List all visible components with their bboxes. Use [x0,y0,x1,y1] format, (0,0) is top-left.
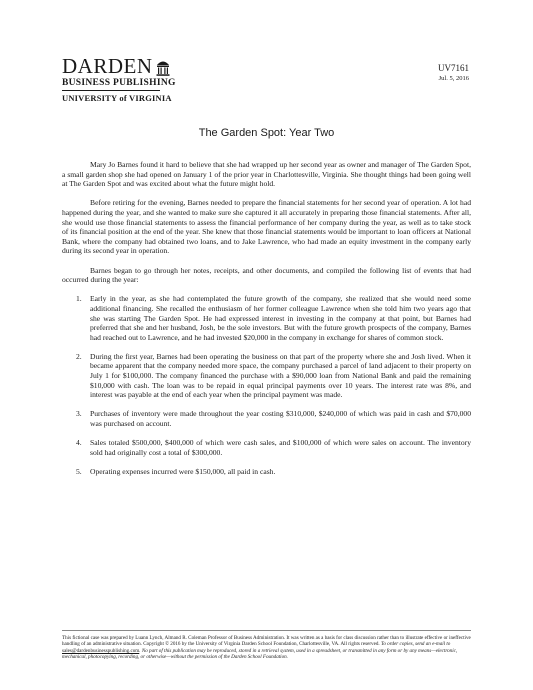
footer-rights-text: . No part of this publication may be reproduced, stored in a retrieval system, used in a spreadsheet, or transmitted in any form or by any means—electronic, mechanical, photocopying, recording, or otherwise—without the permission of the Darden School Foundation. [62,647,458,661]
list-item [62,294,471,342]
logo-darden-text: DARDEN [62,54,153,78]
list-item [62,409,471,428]
list-item-number: 4. [76,438,82,448]
list-item-number: 2. [76,351,82,361]
sales-email-link[interactable]: sales@dardenbusinesspublishing.com [62,647,140,654]
case-code [438,63,469,83]
list-item-number: 1. [76,294,82,304]
logo-business-publishing: BUSINESS PUBLISHING [62,78,176,88]
paragraph-intro: Mary Jo Barnes found it hard to believe that she had wrapped up her second year as owner and manager of The Garden Spot, a small garden shop she had opened on January 1 of the prior year in Charlottesville, Virginia. She thought things had been going well at The Garden Spot and was excited about what the future might hold. [62,160,471,189]
footer-order-text: To order copies, send an e-mail to [380,641,451,648]
list-item-number: 3. [76,409,82,419]
paragraph-events-intro: Barnes began to go through her notes, receipts, and other documents, and compiled the following list of events that had occurred during the year: [62,265,471,285]
footer-text [62,631,471,661]
logo-university: UNIVERSITY of VIRGINIA [62,93,172,103]
footer [62,630,471,661]
list-item-text: During the first year, Barnes had been operating the business on that part of the property where she and Josh lived. When it became apparent that the company needed more space, the company purchased a parcel of land adjacent to their property on July 1 for $100,000. The company financed the purchase with a $90,000 loan from National Bank and paid the remaining $10,000 with cash. The loan was to be repaid in equal principal payments over 10 years. The interest rate was 8%, and interest was payable at the end of each year when the principal payment was made. [90,351,471,400]
case-id: UV7161 [438,63,469,73]
page-title: The Garden Spot: Year Two [198,127,335,139]
rotunda-icon [156,58,170,76]
list-item-text: Purchases of inventory were made throughout the year costing $310,000, $240,000 of which was paid in cash and $70,000 was purchased on account. [90,409,471,429]
list-item-text: Sales totaled $500,000, $400,000 of which were cash sales, and $100,000 of which were sales on account. The inventory sold had originally cost a total of $300,000. [90,438,471,457]
paragraph-financial-statements: Before retiring for the evening, Barnes needed to prepare the financial statements for her second year of operation. A lot had happened during the year, and she wanted to make sure she captured it all accurately in preparing those financial statements. After all, she would use those financial statements to assess the financial performance of her company during the year, as well as to take stock of its financial position at the end of the year. She knew that those financial statements would be important to loan officers at National Bank, where the company had obtained two loans, and to Jake Lawrence, who had made an equity investment in the company early during its second year in operation. [62,198,471,256]
logo-divider [62,90,160,91]
darden-logo [62,56,182,103]
case-body [62,160,471,486]
case-date: Jul. 5, 2016 [438,75,469,82]
events-list [62,294,471,476]
list-item [62,352,471,400]
list-item [62,438,471,457]
list-item-text: Operating expenses incurred were $150,000, all paid in cash. [90,467,276,476]
list-item [62,467,471,477]
list-item-number: 5. [76,467,82,476]
list-item-text: Early in the year, as she had contemplated the future growth of the company, she realized that she would need some additional financing. She recalled the enthusiasm of her former colleague Lawrence when she told him two years ago that she was starting The Garden Spot. He had expressed interest in investing in the company at that point, but Barnes had preferred that she and her husband, Josh, be the sole investors. But with the future growth prospects of the company, Barnes had reached out to Lawrence, and he had invested $20,000 in the company in exchange for shares of common stock. [90,294,471,342]
footer-copyright: This fictional case was prepared by Luann Lynch, Almand R. Coleman Professor of Business Administration. It was written as a basis for class discussion rather than to illustrate effective or ineffective handling of an administrative situation. Copyright © 2016 by the University of Virginia Darden School Foundation, Charlottesville, VA. All rights reserved. [62,635,471,648]
